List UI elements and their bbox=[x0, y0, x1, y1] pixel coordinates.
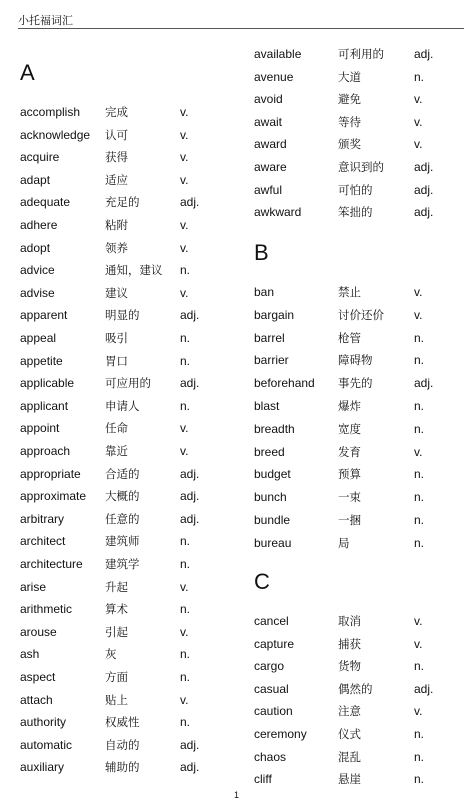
chinese-meaning: 任命 bbox=[105, 421, 128, 436]
chinese-meaning: 货物 bbox=[338, 659, 361, 674]
part-of-speech: v. bbox=[414, 636, 423, 651]
english-word: arithmetic bbox=[20, 602, 73, 617]
vocab-entry bbox=[254, 90, 469, 108]
part-of-speech: adj. bbox=[180, 195, 200, 210]
english-word: beforehand bbox=[254, 376, 315, 391]
vocab-entry bbox=[254, 283, 469, 301]
part-of-speech: v. bbox=[180, 692, 189, 707]
english-word: acquire bbox=[20, 150, 60, 165]
english-word: casual bbox=[254, 681, 289, 696]
english-word: award bbox=[254, 137, 287, 152]
chinese-meaning: 禁止 bbox=[338, 285, 361, 299]
vocab-entry bbox=[254, 748, 469, 766]
chinese-meaning: 可利用的 bbox=[338, 47, 384, 61]
chinese-meaning: 仪式 bbox=[338, 727, 361, 741]
vocab-entry bbox=[254, 158, 469, 176]
vocab-entry bbox=[254, 465, 469, 483]
english-word: barrier bbox=[254, 353, 289, 368]
chinese-meaning: 获得 bbox=[105, 150, 128, 165]
vocab-entry bbox=[20, 668, 235, 686]
english-word: arise bbox=[20, 579, 47, 594]
vocab-entry bbox=[20, 306, 235, 324]
part-of-speech: n. bbox=[414, 330, 425, 345]
part-of-speech: n. bbox=[180, 715, 191, 730]
vocab-entry bbox=[20, 193, 235, 211]
part-of-speech: n. bbox=[180, 331, 191, 345]
chinese-meaning: 靠近 bbox=[105, 444, 128, 458]
english-word: arouse bbox=[20, 624, 57, 639]
chinese-meaning: 大道 bbox=[338, 69, 361, 84]
english-word: appeal bbox=[20, 331, 57, 345]
vocab-entry bbox=[20, 397, 235, 415]
part-of-speech: v. bbox=[414, 92, 423, 107]
english-word: acknowledge bbox=[20, 127, 91, 142]
chinese-meaning: 算术 bbox=[105, 602, 128, 617]
chinese-meaning: 取消 bbox=[338, 614, 361, 628]
section-letter-c: C bbox=[254, 569, 270, 594]
header-title: 小托福词汇 bbox=[18, 14, 73, 27]
chinese-meaning: 笨拙的 bbox=[338, 205, 373, 220]
chinese-meaning: 明显的 bbox=[105, 308, 140, 323]
chinese-meaning: 方面 bbox=[105, 670, 128, 684]
english-word: ash bbox=[20, 647, 40, 662]
chinese-meaning: 建筑师 bbox=[105, 534, 140, 549]
english-word: adhere bbox=[20, 218, 58, 232]
english-word: approach bbox=[20, 444, 71, 458]
part-of-speech: n. bbox=[180, 670, 191, 684]
part-of-speech: v. bbox=[414, 285, 423, 299]
chinese-meaning: 局 bbox=[338, 535, 350, 550]
vocab-entry bbox=[20, 691, 235, 709]
english-word: automatic bbox=[20, 737, 73, 752]
chinese-meaning: 悬崖 bbox=[338, 772, 361, 787]
chinese-meaning: 吸引 bbox=[105, 331, 128, 345]
english-word: cargo bbox=[254, 659, 285, 674]
english-word: appoint bbox=[20, 421, 60, 436]
vocab-entry bbox=[20, 374, 235, 392]
vocab-entry bbox=[20, 623, 235, 641]
part-of-speech: v. bbox=[180, 240, 189, 255]
vocab-entry bbox=[20, 532, 235, 550]
part-of-speech: n. bbox=[180, 557, 191, 571]
chinese-meaning: 任意的 bbox=[105, 511, 140, 526]
vocab-entry bbox=[20, 465, 235, 483]
vocab-entry bbox=[20, 352, 235, 370]
part-of-speech: v. bbox=[180, 105, 189, 119]
english-word: applicable bbox=[20, 376, 75, 391]
chinese-meaning: 申请人 bbox=[105, 398, 140, 413]
chinese-meaning: 避免 bbox=[338, 92, 361, 107]
part-of-speech: v. bbox=[180, 444, 189, 458]
vocab-entry bbox=[20, 239, 235, 257]
english-word: capture bbox=[254, 636, 295, 651]
english-word: budget bbox=[254, 467, 291, 482]
chinese-meaning: 通知，建议 bbox=[105, 263, 163, 278]
chinese-meaning: 事先的 bbox=[338, 376, 373, 391]
part-of-speech: adj. bbox=[180, 489, 200, 504]
english-word: aware bbox=[254, 160, 287, 174]
section-letter-a: A bbox=[20, 60, 35, 85]
english-word: advice bbox=[20, 263, 55, 278]
part-of-speech: v. bbox=[180, 127, 189, 142]
chinese-meaning: 意识到的 bbox=[338, 160, 384, 174]
vocab-entry bbox=[254, 511, 469, 529]
part-of-speech: adj. bbox=[180, 760, 200, 775]
part-of-speech: v. bbox=[414, 137, 423, 152]
chinese-meaning: 胃口 bbox=[105, 353, 128, 368]
chinese-meaning: 一捆 bbox=[338, 513, 361, 527]
vocab-entry bbox=[254, 45, 469, 63]
part-of-speech: n. bbox=[180, 647, 191, 662]
english-word: breadth bbox=[254, 421, 295, 436]
part-of-speech: v. bbox=[180, 150, 189, 165]
english-word: appropriate bbox=[20, 466, 81, 481]
english-word: cliff bbox=[254, 772, 272, 787]
vocab-entry bbox=[254, 351, 469, 369]
vocab-entry bbox=[20, 148, 235, 166]
part-of-speech: adj. bbox=[180, 466, 200, 481]
vocab-entry bbox=[20, 758, 235, 776]
chinese-meaning: 预算 bbox=[338, 467, 361, 482]
english-word: ceremony bbox=[254, 727, 307, 741]
part-of-speech: adj. bbox=[414, 47, 434, 61]
english-word: avoid bbox=[254, 92, 283, 107]
vocab-entry bbox=[20, 419, 235, 437]
page-number: 1 bbox=[233, 790, 239, 800]
part-of-speech: n. bbox=[414, 467, 425, 482]
chinese-meaning: 权威性 bbox=[105, 715, 140, 730]
vocab-entry bbox=[254, 635, 469, 653]
part-of-speech: n. bbox=[414, 727, 425, 741]
chinese-meaning: 宽度 bbox=[338, 421, 361, 436]
vocab-entry bbox=[254, 702, 469, 720]
english-word: awkward bbox=[254, 205, 302, 220]
english-word: authority bbox=[20, 715, 67, 730]
english-word: bureau bbox=[254, 535, 292, 550]
vocab-entry bbox=[254, 443, 469, 461]
vocab-entry bbox=[20, 216, 235, 234]
english-word: architecture bbox=[20, 557, 83, 571]
vocab-entry bbox=[254, 135, 469, 153]
chinese-meaning: 偶然的 bbox=[338, 681, 373, 696]
vocab-entry bbox=[254, 113, 469, 131]
vocab-entry bbox=[254, 397, 469, 415]
section-letter-b: B bbox=[254, 240, 269, 265]
part-of-speech: v. bbox=[180, 579, 189, 594]
english-word: adequate bbox=[20, 195, 71, 210]
vocab-entry bbox=[20, 600, 235, 618]
vocab-entry bbox=[20, 578, 235, 596]
part-of-speech: v. bbox=[180, 421, 189, 436]
vocab-entry bbox=[20, 103, 235, 121]
chinese-meaning: 建筑学 bbox=[105, 557, 140, 571]
vocab-entry bbox=[20, 329, 235, 347]
part-of-speech: n. bbox=[414, 399, 425, 413]
chinese-meaning: 注意 bbox=[338, 704, 361, 719]
part-of-speech: n. bbox=[414, 772, 425, 787]
part-of-speech: n. bbox=[414, 513, 425, 527]
part-of-speech: n. bbox=[414, 535, 425, 550]
english-word: await bbox=[254, 114, 283, 129]
part-of-speech: adj. bbox=[414, 182, 434, 197]
english-word: bunch bbox=[254, 490, 287, 505]
vocab-entry bbox=[20, 442, 235, 460]
part-of-speech: v. bbox=[414, 444, 423, 459]
english-word: adapt bbox=[20, 172, 51, 187]
chinese-meaning: 可怕的 bbox=[338, 182, 373, 197]
chinese-meaning: 可应用的 bbox=[105, 376, 151, 391]
english-word: adopt bbox=[20, 240, 51, 255]
vocab-entry bbox=[20, 713, 235, 731]
part-of-speech: n. bbox=[180, 602, 191, 617]
chinese-meaning: 领养 bbox=[105, 240, 128, 255]
chinese-meaning: 建议 bbox=[105, 285, 128, 300]
english-word: ban bbox=[254, 285, 275, 299]
part-of-speech: v. bbox=[180, 218, 189, 232]
part-of-speech: n. bbox=[414, 353, 425, 368]
page-header bbox=[18, 9, 464, 29]
part-of-speech: adj. bbox=[180, 511, 200, 526]
part-of-speech: n. bbox=[414, 749, 425, 764]
english-word: avenue bbox=[254, 69, 294, 84]
part-of-speech: v. bbox=[180, 285, 189, 300]
vocab-entry bbox=[254, 612, 469, 630]
english-word: auxiliary bbox=[20, 760, 65, 775]
chinese-meaning: 引起 bbox=[105, 624, 128, 639]
part-of-speech: n. bbox=[414, 69, 425, 84]
chinese-meaning: 充足的 bbox=[105, 195, 140, 210]
vocab-entry bbox=[254, 181, 469, 199]
chinese-meaning: 粘附 bbox=[105, 218, 128, 232]
part-of-speech: n. bbox=[180, 534, 191, 549]
chinese-meaning: 障碍物 bbox=[338, 353, 373, 368]
vocab-entry bbox=[254, 680, 469, 698]
vocab-entry bbox=[254, 657, 469, 675]
vocab-entry bbox=[254, 725, 469, 743]
english-word: chaos bbox=[254, 749, 287, 764]
vocab-entry bbox=[254, 420, 469, 438]
part-of-speech: adj. bbox=[180, 737, 200, 752]
vocab-entry bbox=[20, 284, 235, 302]
english-word: accomplish bbox=[20, 105, 81, 119]
part-of-speech: adj. bbox=[414, 205, 434, 220]
english-word: appetite bbox=[20, 353, 63, 368]
english-word: approximate bbox=[20, 489, 87, 504]
chinese-meaning: 捕获 bbox=[338, 636, 361, 651]
english-word: advise bbox=[20, 285, 55, 300]
chinese-meaning: 一束 bbox=[338, 490, 361, 505]
chinese-meaning: 颁奖 bbox=[338, 137, 361, 152]
vocab-entry bbox=[20, 126, 235, 144]
part-of-speech: adj. bbox=[180, 308, 200, 323]
part-of-speech: adj. bbox=[414, 160, 434, 174]
part-of-speech: adj. bbox=[414, 681, 434, 696]
english-word: apparent bbox=[20, 308, 68, 323]
part-of-speech: adj. bbox=[414, 376, 434, 391]
part-of-speech: v. bbox=[414, 307, 423, 322]
part-of-speech: n. bbox=[180, 263, 191, 278]
vocab-entry bbox=[20, 171, 235, 189]
english-word: awful bbox=[254, 182, 283, 197]
part-of-speech: v. bbox=[180, 624, 189, 639]
english-word: caution bbox=[254, 704, 293, 719]
english-word: cancel bbox=[254, 614, 289, 628]
vocab-entry bbox=[254, 306, 469, 324]
part-of-speech: n. bbox=[180, 353, 191, 368]
english-word: applicant bbox=[20, 398, 69, 413]
vocab-entry bbox=[20, 736, 235, 754]
english-word: available bbox=[254, 47, 302, 61]
chinese-meaning: 合适的 bbox=[105, 466, 140, 481]
vocab-entry bbox=[254, 770, 469, 788]
english-word: bargain bbox=[254, 307, 295, 322]
part-of-speech: n. bbox=[414, 659, 425, 674]
english-word: arbitrary bbox=[20, 511, 65, 526]
chinese-meaning: 枪管 bbox=[338, 330, 361, 345]
english-word: aspect bbox=[20, 670, 56, 684]
chinese-meaning: 爆炸 bbox=[338, 399, 361, 413]
part-of-speech: n. bbox=[180, 398, 191, 413]
part-of-speech: v. bbox=[414, 704, 423, 719]
part-of-speech: v. bbox=[414, 614, 423, 628]
chinese-meaning: 大概的 bbox=[105, 489, 140, 504]
vocab-entry bbox=[20, 645, 235, 663]
vocab-entry bbox=[20, 510, 235, 528]
english-word: attach bbox=[20, 692, 53, 707]
english-word: bundle bbox=[254, 513, 291, 527]
vocab-entry bbox=[254, 329, 469, 347]
chinese-meaning: 完成 bbox=[105, 105, 128, 119]
english-word: architect bbox=[20, 534, 66, 549]
chinese-meaning: 适应 bbox=[105, 172, 128, 187]
vocab-entry bbox=[254, 203, 469, 221]
english-word: blast bbox=[254, 399, 280, 413]
chinese-meaning: 自动的 bbox=[105, 737, 140, 752]
vocab-entry bbox=[20, 555, 235, 573]
part-of-speech: adj. bbox=[180, 376, 200, 391]
chinese-meaning: 升起 bbox=[105, 579, 128, 594]
part-of-speech: n. bbox=[414, 490, 425, 505]
vocab-entry bbox=[254, 488, 469, 506]
english-word: barrel bbox=[254, 330, 285, 345]
english-word: breed bbox=[254, 444, 285, 459]
chinese-meaning: 混乱 bbox=[338, 749, 361, 764]
part-of-speech: v. bbox=[414, 114, 423, 129]
chinese-meaning: 贴上 bbox=[105, 692, 128, 707]
chinese-meaning: 发育 bbox=[338, 444, 361, 459]
chinese-meaning: 认可 bbox=[105, 127, 128, 142]
part-of-speech: v. bbox=[180, 172, 189, 187]
part-of-speech: n. bbox=[414, 421, 425, 436]
chinese-meaning: 等待 bbox=[338, 114, 361, 129]
chinese-meaning: 灰 bbox=[105, 647, 117, 662]
chinese-meaning: 辅助的 bbox=[105, 760, 140, 775]
vocab-entry bbox=[254, 68, 469, 86]
vocab-entry bbox=[20, 487, 235, 505]
chinese-meaning: 讨价还价 bbox=[338, 307, 384, 322]
vocab-entry bbox=[254, 534, 469, 552]
vocab-entry bbox=[20, 261, 235, 279]
vocab-entry bbox=[254, 374, 469, 392]
